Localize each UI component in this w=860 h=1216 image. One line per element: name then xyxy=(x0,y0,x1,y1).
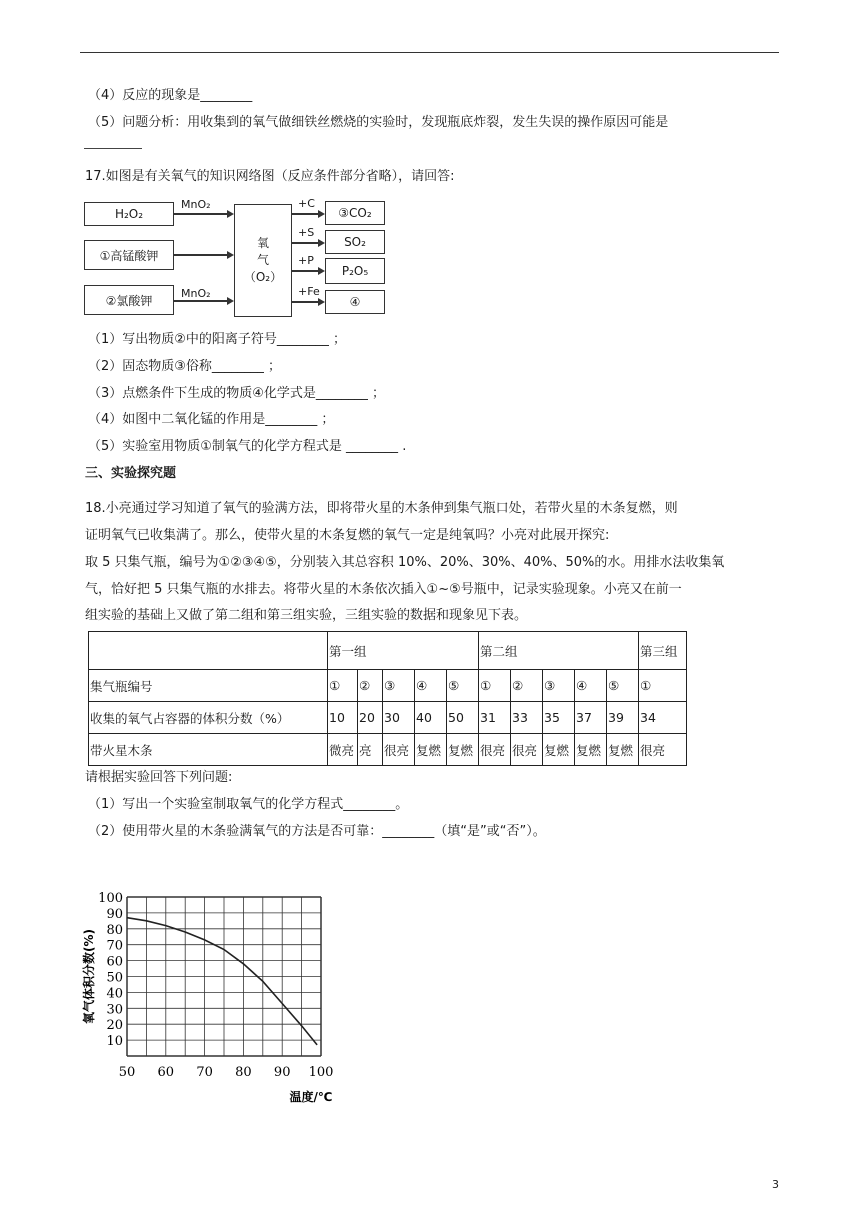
x-tick-label: 50 xyxy=(118,1065,136,1080)
arrowhead xyxy=(318,210,325,218)
q18-line-3: 取 5 只集气瓶，编号为①②③④⑤，分别装入其总容积 10%、20%、30%、40%、50%的水。用排水法收集氧 xyxy=(85,555,725,570)
box-so2: SO₂ xyxy=(325,230,385,254)
table-cell: 33 xyxy=(511,702,543,734)
row-label: 收集的氧气占容器的体积分数（%） xyxy=(89,702,328,734)
y-tick-label: 40 xyxy=(106,986,123,1002)
q18-line-4: 气，恰好把 5 只集气瓶的水排去。将带火星的木条依次插入①~⑤号瓶中，记录实验现象。小亮又在前一 xyxy=(85,582,682,597)
q17-sub3: （3）点燃条件下生成的物质④化学式是________ ； xyxy=(88,386,386,401)
x-axis-label: 温度/℃ xyxy=(289,1090,333,1104)
label-plus-p: +P xyxy=(298,254,314,267)
y-tick-label: 30 xyxy=(106,1002,123,1018)
table-cell: ④ xyxy=(575,670,607,702)
q18-sub1: （1）写出一个实验室制取氧气的化学方程式________。 xyxy=(88,797,409,812)
q16-sub4: （4）反应的现象是________ xyxy=(88,88,253,103)
label-mno2-bottom: MnO₂ xyxy=(181,287,211,300)
oxygen-char-2: 气 xyxy=(256,253,269,267)
table-cell: 39 xyxy=(607,702,639,734)
table-cell: 很亮 xyxy=(383,734,415,766)
q18-line-1: 18.小亮通过学习知道了氧气的验满方法，即将带火星的木条伸到集气瓶口处，若带火星的木条复燃，则 xyxy=(85,501,678,516)
table-cell: 10 xyxy=(328,702,358,734)
y-tick-label: 70 xyxy=(106,938,123,954)
table-cell: 复燃 xyxy=(607,734,639,766)
box-product-4: ④ xyxy=(325,290,385,314)
series-line xyxy=(127,918,317,1045)
y-axis-label: 氧气体积分数(%) xyxy=(82,929,96,1024)
box-oxygen xyxy=(234,204,292,317)
table-cell: 34 xyxy=(639,702,687,734)
arrowhead xyxy=(227,297,234,305)
chart-grid xyxy=(127,897,321,1056)
q17-sub2: （2）固态物质③俗称________ ； xyxy=(88,359,282,374)
page-number: 3 xyxy=(772,1178,779,1191)
header-rule xyxy=(80,52,779,53)
table-cell: ② xyxy=(511,670,543,702)
row-label: 集气瓶编号 xyxy=(89,670,328,702)
group-header: 第一组 xyxy=(328,632,479,670)
arrow-line xyxy=(174,254,228,256)
arrowhead xyxy=(227,251,234,259)
table-cell: 复燃 xyxy=(447,734,479,766)
y-tick-label: 10 xyxy=(106,1034,123,1050)
table-cell: 50 xyxy=(447,702,479,734)
table-cell: 37 xyxy=(575,702,607,734)
table-cell: 很亮 xyxy=(479,734,511,766)
arrow-line xyxy=(292,301,319,303)
q18-after-intro: 请根据实验回答下列问题: xyxy=(85,770,233,785)
q17-sub5: （5）实验室用物质①制氧气的化学方程式是 ________ . xyxy=(88,439,407,454)
row-label: 带火星木条 xyxy=(89,734,328,766)
x-tick-label: 80 xyxy=(235,1065,252,1080)
label-plus-s: +S xyxy=(298,226,315,239)
x-tick-labels xyxy=(119,1065,334,1080)
table-cell: 复燃 xyxy=(575,734,607,766)
table-cell: 30 xyxy=(383,702,415,734)
table-row xyxy=(89,670,687,702)
label-plus-fe: +Fe xyxy=(298,285,320,298)
table-cell: ② xyxy=(358,670,383,702)
y-tick-label: 60 xyxy=(106,954,123,970)
arrow-line xyxy=(174,213,228,215)
oxygen-char-1: 氧 xyxy=(256,236,269,250)
group-header: 第三组 xyxy=(639,632,687,670)
oxygen-formula: （O₂） xyxy=(243,270,283,284)
table-cell: 20 xyxy=(358,702,383,734)
table-row xyxy=(89,734,687,766)
arrowhead xyxy=(318,267,325,275)
arrow-line xyxy=(174,300,228,302)
group-header: 第二组 xyxy=(479,632,639,670)
section-title: 三、实验探究题 xyxy=(85,466,177,481)
oxygen-temperature-chart xyxy=(80,872,370,1122)
label-mno2-top: MnO₂ xyxy=(181,198,211,211)
box-co2: ③CO₂ xyxy=(325,201,385,225)
table-cell: ⑤ xyxy=(607,670,639,702)
table-cell: 40 xyxy=(415,702,447,734)
answer-blank xyxy=(84,148,142,149)
q17-sub4: （4）如图中二氧化锰的作用是________ ； xyxy=(88,412,335,427)
x-tick-label: 70 xyxy=(196,1065,213,1080)
y-tick-label: 50 xyxy=(106,970,123,986)
box-p2o5: P₂O₅ xyxy=(325,258,385,284)
arrowhead xyxy=(318,239,325,247)
y-tick-label: 90 xyxy=(106,906,123,922)
table-cell: ③ xyxy=(543,670,575,702)
table-cell: 复燃 xyxy=(543,734,575,766)
table-cell: 很亮 xyxy=(639,734,687,766)
label-plus-c: +C xyxy=(298,197,315,210)
table-row xyxy=(89,702,687,734)
arrowhead xyxy=(227,210,234,218)
table-cell: ④ xyxy=(415,670,447,702)
q18-sub2: （2）使用带火星的木条验满氧气的方法是否可靠：________（填“是”或“否”）。 xyxy=(88,824,546,839)
table-cell: 31 xyxy=(479,702,511,734)
y-tick-label: 20 xyxy=(106,1018,123,1034)
q18-line-2: 证明氧气已收集满了。那么，使带火星的木条复燃的氧气一定是纯氧吗？小亮对此展开探究: xyxy=(85,528,610,543)
y-tick-label: 100 xyxy=(98,891,123,906)
table-cell: ⑤ xyxy=(447,670,479,702)
table-cell: 复燃 xyxy=(415,734,447,766)
y-tick-labels xyxy=(98,891,123,1049)
table-cell: 很亮 xyxy=(511,734,543,766)
x-tick-label: 100 xyxy=(308,1065,334,1080)
box-kmno4: ①高锰酸钾 xyxy=(84,240,174,270)
x-tick-label: 60 xyxy=(157,1065,175,1080)
q17-sub1: （1）写出物质②中的阳离子符号________ ； xyxy=(88,332,347,347)
q17-stem: 17.如图是有关氧气的知识网络图（反应条件部分省略），请回答: xyxy=(85,169,455,184)
arrow-line xyxy=(292,242,319,244)
table-cell: ① xyxy=(479,670,511,702)
q18-line-5: 组实验的基础上又做了第二组和第三组实验，三组实验的数据和现象见下表。 xyxy=(85,608,528,623)
table-row xyxy=(89,632,687,670)
q16-sub5: （5）问题分析：用收集到的氧气做细铁丝燃烧的实验时，发现瓶底炸裂，发生失误的操作原因可能是 xyxy=(88,115,669,130)
table-cell: ① xyxy=(639,670,687,702)
box-kclo3: ②氯酸钾 xyxy=(84,285,174,315)
table-cell: 亮 xyxy=(358,734,383,766)
table-corner-cell xyxy=(89,632,328,670)
arrowhead xyxy=(318,298,325,306)
experiment-table xyxy=(88,631,687,766)
arrow-line xyxy=(292,213,319,215)
table-cell: ③ xyxy=(383,670,415,702)
arrow-line xyxy=(292,270,319,272)
table-cell: 35 xyxy=(543,702,575,734)
box-h2o2: H₂O₂ xyxy=(84,202,174,226)
y-tick-label: 80 xyxy=(106,922,123,938)
table-cell: ① xyxy=(328,670,358,702)
table-cell: 微亮 xyxy=(328,734,358,766)
x-tick-label: 90 xyxy=(273,1065,291,1080)
